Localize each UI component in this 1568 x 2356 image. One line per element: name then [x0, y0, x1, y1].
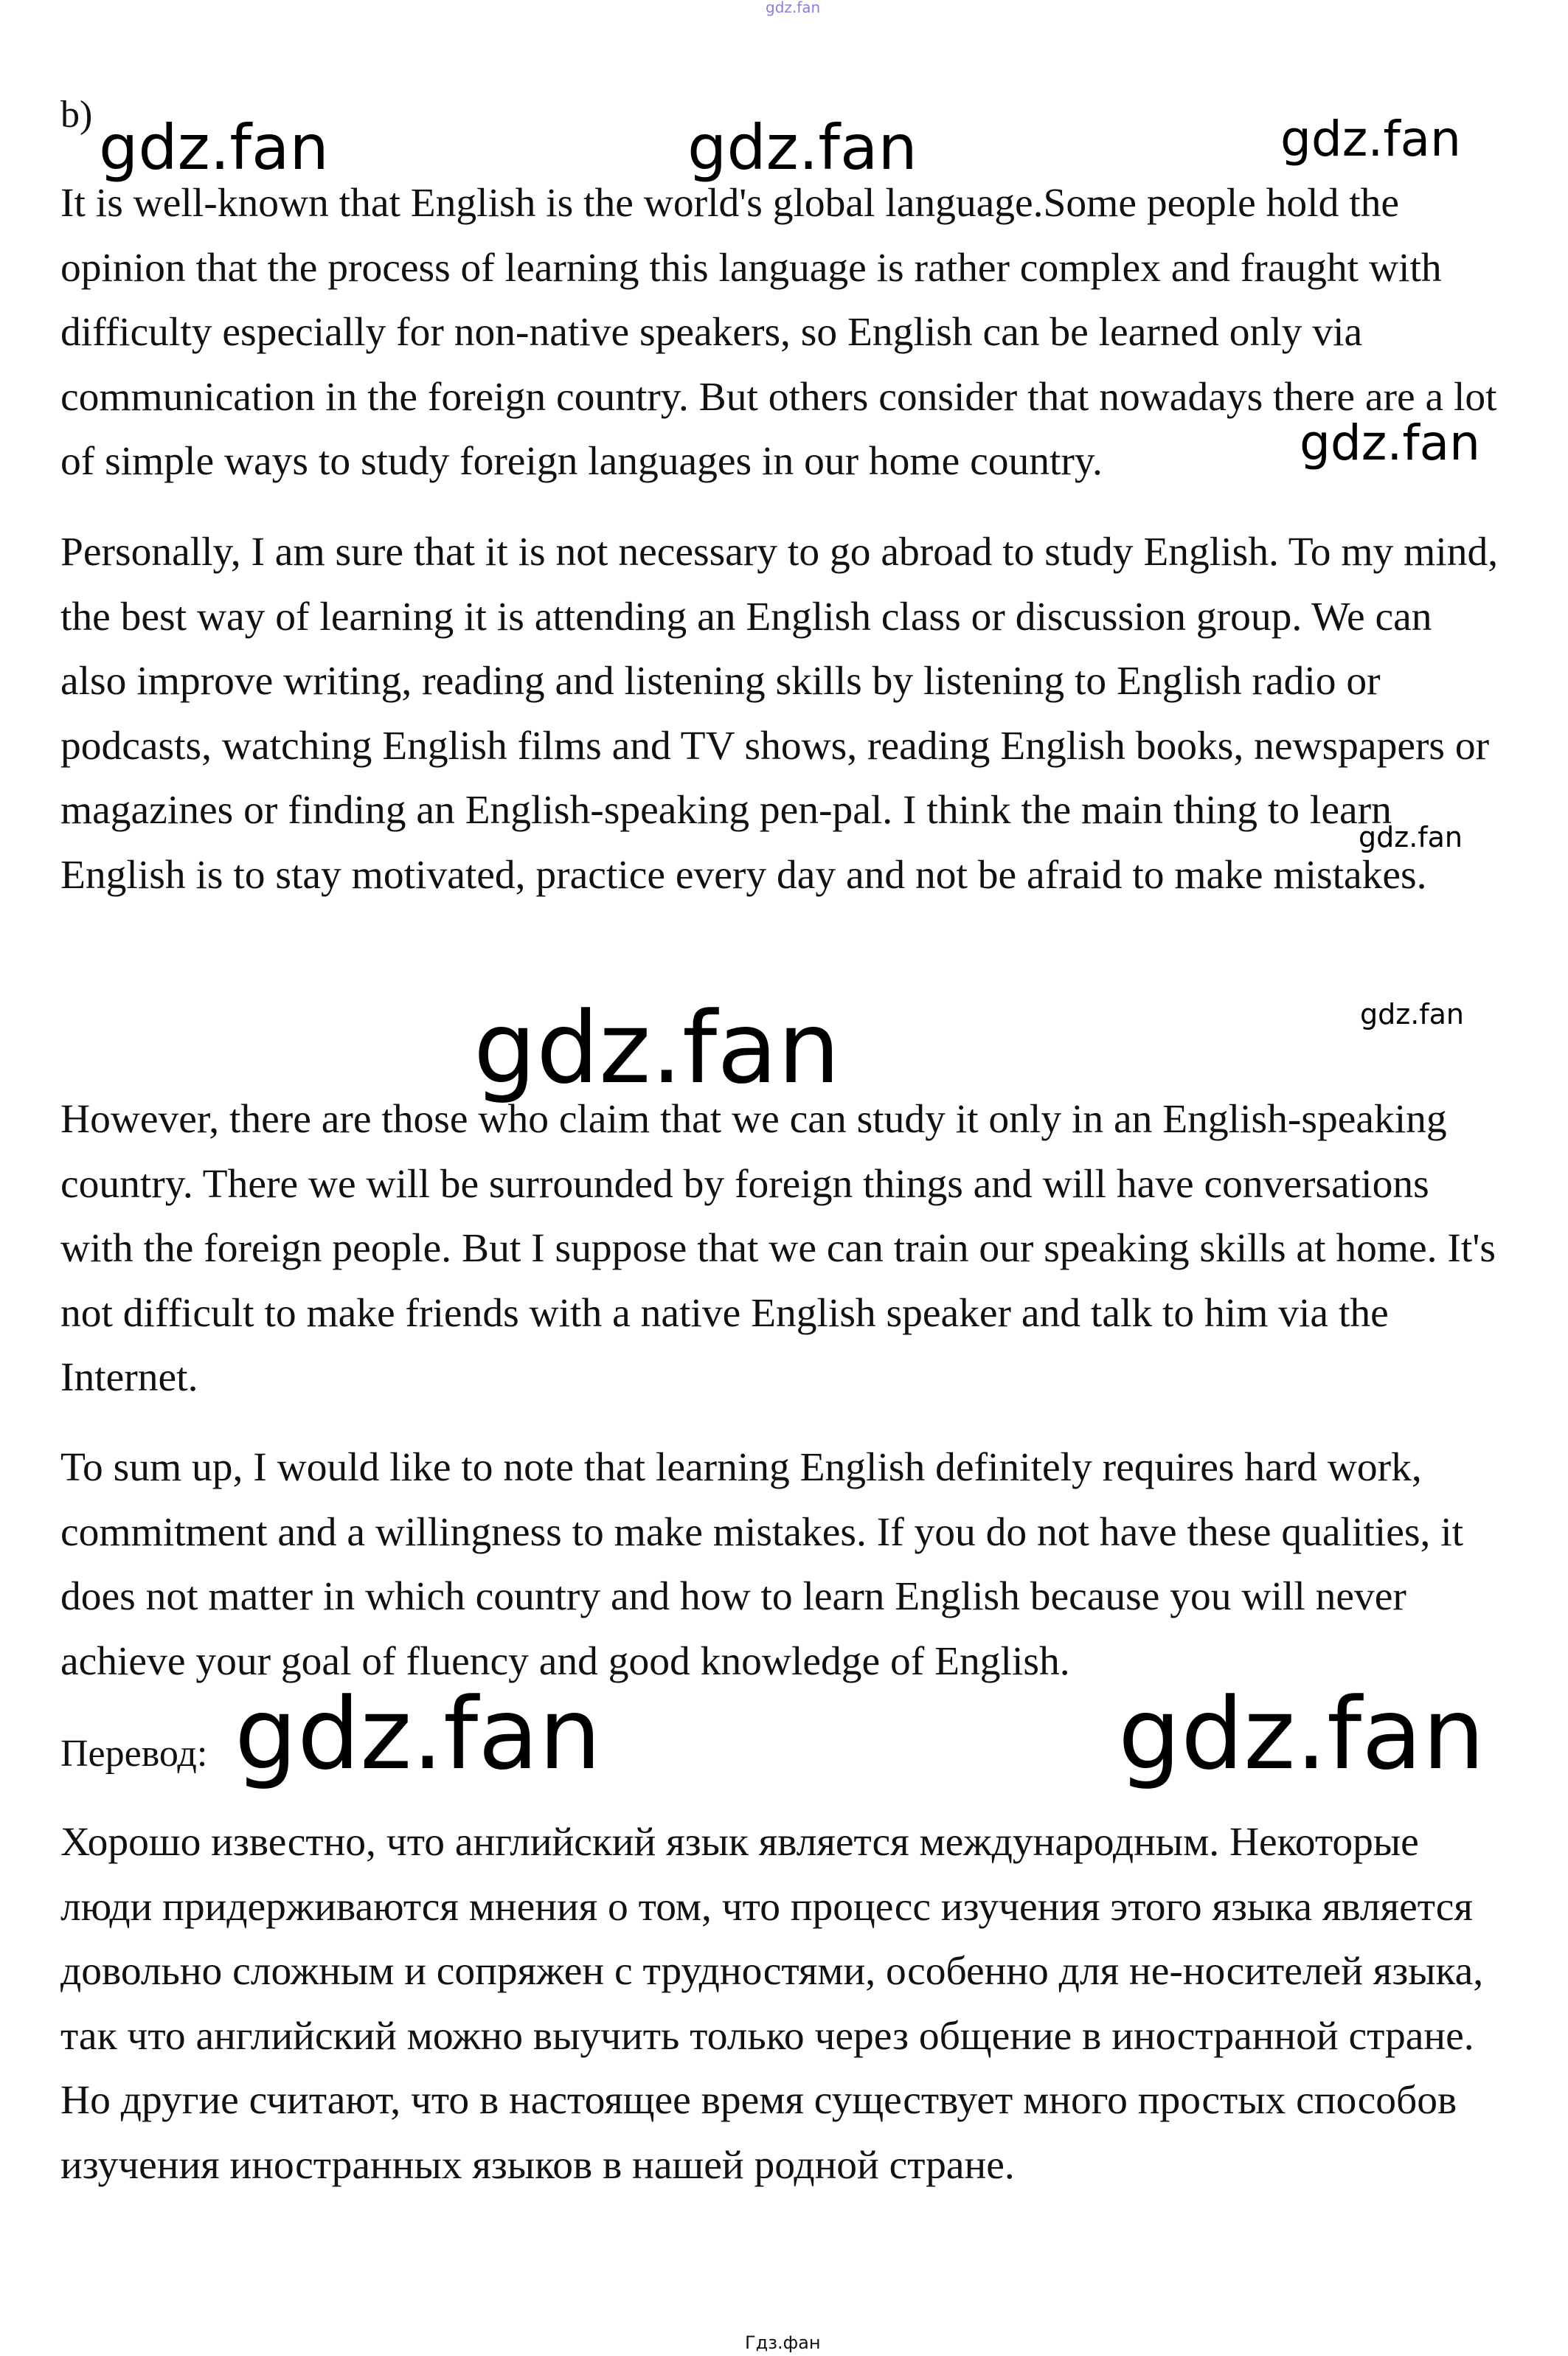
watermark: gdz.fan	[235, 1677, 602, 1792]
watermark: gdz.fan	[1118, 1677, 1485, 1792]
footer-text: Гдз.фан	[745, 2332, 821, 2353]
paragraph-conclusion: To sum up, I would like to note that learning English definitely requires hard work, commitment and a willingness to make mistakes. If you do not have these qualities, it does not matter in which country and how to learn English because you will never achieve your goal of fluency and good knowledge of English.	[60, 1445, 1464, 1684]
watermark: gdz.fan	[1300, 415, 1480, 471]
watermark: gdz.fan	[1360, 998, 1465, 1030]
paragraph-counter-argument: However, there are those who claim that we can study it only in an English-speaking country. There we will be surrounded by foreign things and will have conversations with the foreign people. But I suppose that we can train our speaking skills at home. It's not difficult to make friends with a native English speaker and talk to him via the Internet.	[60, 1097, 1496, 1400]
watermark: gdz.fan	[1280, 111, 1461, 167]
paragraph-personal-opinion: Personally, I am sure that it is not necessary to go abroad to study English. To my mind, the best way of learning it is attending an English class or discussion group. We can also improve writing, reading and listening skills by listening to English radio or podcasts, watching English films and TV shows, reading English books, newspapers or magazines or finding an English-speaking pen-pal. I think the main thing to learn English is to stay motivated, practice every day and not be afraid to make mistakes.	[60, 530, 1499, 898]
header-watermark: gdz.fan	[766, 0, 821, 16]
watermark: gdz.fan	[99, 111, 329, 184]
paragraph-intro: It is well-known that English is the world's global language.Some people hold the opinion that the process of learning this language is rather complex and fraught with difficulty especially for non-native speakers, so English can be learned only via communication in the foreign country. But others consider that nowadays there are a lot of simple ways to study foreign languages in our home country.	[60, 181, 1497, 484]
watermark: gdz.fan	[1359, 821, 1463, 853]
translation-label: Перевод:	[60, 1733, 208, 1775]
watermark: gdz.fan	[687, 111, 917, 184]
paragraph-translation: Хорошо известно, что английский язык является международным. Некоторые люди придерживаются мнения о том, что процесс изучения этого языка является довольно сложным и сопряжен с трудностями, особенно для не-носителей языка, так что английский можно выучить только через общение в иностранной стране. Но другие считают, что в настоящее время существует много простых способов изучения иностранных языков в нашей родной стране.	[60, 1820, 1484, 2188]
section-label: b)	[60, 94, 93, 136]
watermark: gdz.fan	[473, 991, 841, 1106]
